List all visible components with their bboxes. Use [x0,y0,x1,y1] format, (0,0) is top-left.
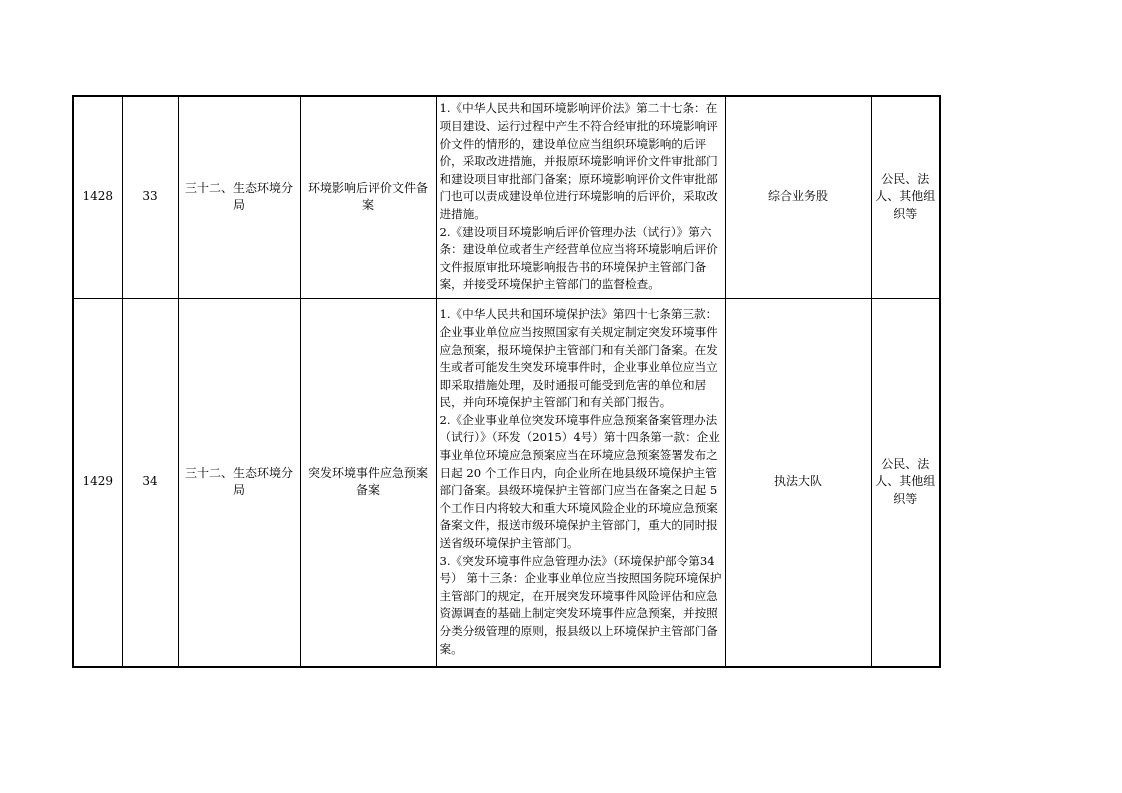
table-row [73,96,940,298]
legal-basis-paragraph: 1.《中华人民共和国环境影响评价法》第二十七条：在项目建设、运行过程中产生不符合经审批的环境影响评价文件的情形的，建设单位应当组织环境影响的后评价，采取改进措施，并报原环境影响评价文件审批部门和建设项目审批部门备案；原环境影响评价文件审批部门也可以责成建设单位进行环境影响的后评价，采取改进措施。 [439,101,718,222]
item-index-cell: 33 [122,96,178,298]
responsible-unit-cell: 执法大队 [725,298,871,667]
department-text: 三十二、生态环境分局 [184,180,293,213]
service-target-text: 公民、法人、其他组织等 [875,456,936,507]
department-text: 三十二、生态环境分局 [184,465,293,498]
service-target-text: 公民、法人、其他组织等 [875,171,936,222]
serial-number-cell: 1428 [73,96,122,298]
serial-number-cell: 1429 [73,298,122,667]
table-row [73,298,940,667]
service-target-cell [871,96,940,298]
legal-basis-paragraph: 1.《中华人民共和国环境保护法》第四十七条第三款：企业事业单位应当按照国家有关规定制定突发环境事件应急预案，报环境保护主管部门和有关部门备案。在发生或者可能发生突发环境事件时，企业事业单位应当立即采取措施处理，及时通报可能受到危害的单位和居民，并向环境保护主管部门和有关部门报告。 [439,307,718,410]
legal-basis-cell [436,96,725,298]
responsible-unit-cell: 综合业务股 [725,96,871,298]
item-index-cell: 34 [122,298,178,667]
service-target-cell [871,298,940,667]
item-name-text: 突发环境事件应急预案备案 [307,465,428,498]
department-cell [178,298,300,667]
item-name-cell [300,298,436,667]
item-name-text: 环境影响后评价文件备案 [307,180,428,213]
legal-basis-paragraph: 2.《企业事业单位突发环境事件应急预案备案管理办法（试行）》（环发（2015）4号）第十四条第一款：企业事业单位环境应急预案应当在环境应急预案签署发布之日起 20 个工作日内，向企业所在地县级环境保护主管部门备案。县级环境保护主管部门应当在备案之日起 5 个工作日内将较大和重大环境风险企业的环境应急预案备案文件，报送市级环境保护主管部门，重大的同时报送省级环境保护主管部门。 [439,412,720,551]
legal-basis-paragraph: 2.《建设项目环境影响后评价管理办法（试行）》第六条：建设单位或者生产经营单位应当将环境影响后评价文件报原审批环境影响报告书的环境保护主管部门备案，并接受环境保护主管部门的监督检查。 [439,224,718,292]
item-name-cell [300,96,436,298]
legal-basis-cell [436,298,725,667]
legal-basis-paragraph: 3.《突发环境事件应急管理办法》（环境保护部令第34号） 第十三条：企业事业单位应当按照国务院环境保护主管部门的规定，在开展突发环境事件风险评估和应急资源调查的基础上制定突发环境事件应急预案，并按照分类分级管理的原则，报县级以上环境保护主管部门备案。 [439,553,722,656]
department-cell [178,96,300,298]
catalog-table [72,95,941,668]
